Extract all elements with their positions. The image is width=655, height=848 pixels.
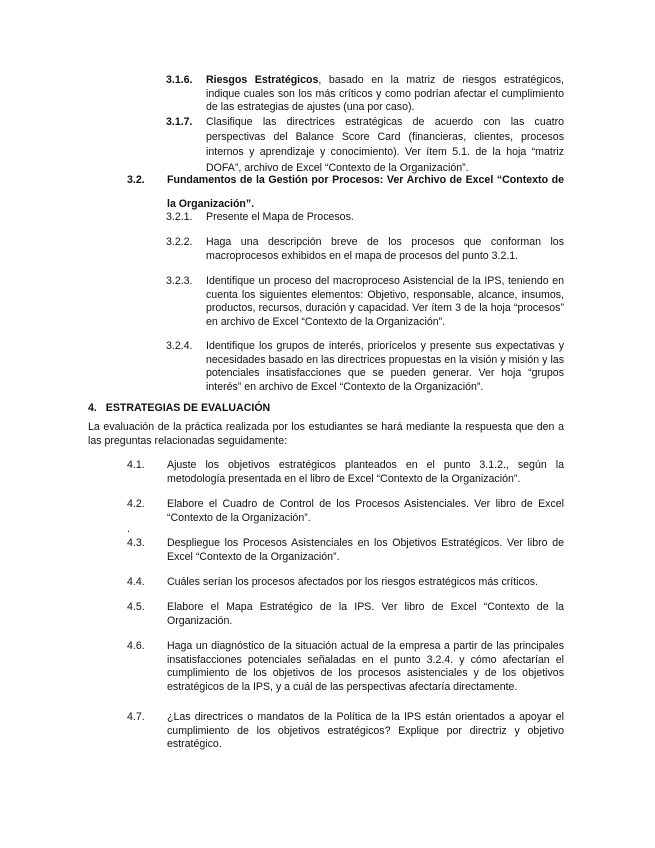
section-3-2-number: 3.2. bbox=[127, 174, 145, 186]
item-3-2-3-text: Identifique un proceso del macroproceso Asistencial de la IPS, teniendo en cuenta los siguientes elementos: Objetivo, responsable, alcance, insumos, productos, recursos, duración y capacidad. Ver ítem 3 de la hoja “procesos” en archivo de Excel “Contexto de la Organización”. bbox=[206, 275, 564, 328]
item-3-2-1-number: 3.2.1. bbox=[166, 211, 193, 223]
item-3-2-4 bbox=[166, 340, 564, 394]
section-4-intro: La evaluación de la práctica realizada por los estudiantes se hará mediante la respuesta que den a las preguntas relacionadas seguidamente: bbox=[88, 421, 564, 447]
section-3-2-heading bbox=[127, 168, 564, 216]
item-3-2-1 bbox=[166, 211, 564, 225]
item-3-2-2 bbox=[166, 236, 564, 263]
item-4-2-text: Elabore el Cuadro de Control de los Procesos Asistenciales. Ver libro de Excel “Contexto de la Organización”. bbox=[167, 498, 564, 524]
stray-mark: . bbox=[127, 523, 130, 535]
item-3-2-1-text: Presente el Mapa de Procesos. bbox=[206, 211, 354, 223]
item-4-4 bbox=[127, 576, 564, 590]
item-4-7-number: 4.7. bbox=[127, 711, 145, 723]
item-3-1-7-text: Clasifique las directrices estratégicas de acuerdo con las cuatro perspectivas del Balance Score Card (financieras, clientes, procesos internos y aprendizaje y conocimiento). Ver ítem 5.1. de la hoja “matriz DOFA”, archivo de Excel “Contexto de la Organización”. bbox=[206, 116, 564, 174]
item-4-7 bbox=[127, 711, 564, 752]
item-3-1-6-text: , basado en la matriz de riesgos estratégicos, indique cuales son los más críticos y como podrían afectar el cumplimiento de las estrategias de ajustes (una por caso). bbox=[206, 74, 564, 114]
item-4-2-number: 4.2. bbox=[127, 498, 145, 510]
item-4-4-text: Cuáles serían los procesos afectados por los riesgos estratégicos más críticos. bbox=[167, 576, 538, 588]
section-4-title: ESTRATEGIAS DE EVALUACIÓN bbox=[105, 402, 271, 414]
section-4-number: 4. bbox=[88, 402, 97, 414]
item-4-5-text: Elabore el Mapa Estratégico de la IPS. Ver libro de Excel “Contexto de la Organización. bbox=[167, 601, 564, 627]
item-3-1-6-title: Riesgos Estratégicos bbox=[206, 74, 319, 86]
item-4-7-text: ¿Las directrices o mandatos de la Política de la IPS están orientados a apoyar el cumplimiento de los objetivos estratégicos? Explique por directriz y objetivo estratégico. bbox=[167, 711, 564, 751]
item-3-1-7-number: 3.1.7. bbox=[166, 116, 193, 128]
item-4-1-text: Ajuste los objetivos estratégicos planteados en el punto 3.1.2., según la metodología presentada en el libro de Excel “Contexto de la Organización”. bbox=[167, 459, 564, 485]
item-4-2 bbox=[127, 498, 564, 525]
item-4-6-number: 4.6. bbox=[127, 640, 145, 652]
item-3-2-2-number: 3.2.2. bbox=[166, 236, 193, 248]
item-4-5 bbox=[127, 601, 564, 628]
item-3-2-3 bbox=[166, 275, 564, 329]
item-4-6-text: Haga un diagnóstico de la situación actual de la empresa a partir de las principales insatisfacciones potenciales señaladas en el punto 3.2.4. y cómo afectarían el cumplimiento de los objetivos de los procesos asistenciales y de los objetivos estratégicos de la IPS, y a cuál de las perspectivas afectaría directamente. bbox=[167, 640, 564, 693]
item-4-1 bbox=[127, 459, 564, 486]
item-3-2-3-number: 3.2.3. bbox=[166, 275, 193, 287]
item-4-3-number: 4.3. bbox=[127, 537, 145, 549]
item-4-5-number: 4.5. bbox=[127, 601, 145, 613]
item-4-4-number: 4.4. bbox=[127, 576, 145, 588]
item-4-3-text: Despliegue los Procesos Asistenciales en los Objetivos Estratégicos. Ver libro de Excel “Contexto de la Organización”. bbox=[167, 537, 564, 563]
section-3-2-title: Fundamentos de la Gestión por Procesos: Ver Archivo de Excel “Contexto de la Organización”. bbox=[167, 174, 564, 210]
item-3-1-6 bbox=[166, 74, 564, 115]
item-3-1-6-body bbox=[206, 74, 564, 115]
item-4-3 bbox=[127, 537, 564, 564]
item-3-2-4-text: Identifique los grupos de interés, priorícelos y presente sus expectativas y necesidades basado en las directrices propuestas en la visión y misión y las potenciales insatisfacciones que se pueden generar. Ver hoja “grupos interés” en archivo de Excel “Contexto de la Organización”. bbox=[206, 340, 564, 393]
item-3-2-2-text: Haga una descripción breve de los procesos que conforman los macroprocesos exhibidos en el mapa de procesos del punto 3.2.1. bbox=[206, 236, 564, 262]
item-4-6 bbox=[127, 640, 564, 694]
item-3-1-6-number: 3.1.6. bbox=[166, 74, 193, 86]
item-4-1-number: 4.1. bbox=[127, 459, 145, 471]
item-3-2-4-number: 3.2.4. bbox=[166, 340, 193, 352]
section-4-heading bbox=[88, 402, 564, 416]
item-3-1-7 bbox=[166, 115, 564, 176]
